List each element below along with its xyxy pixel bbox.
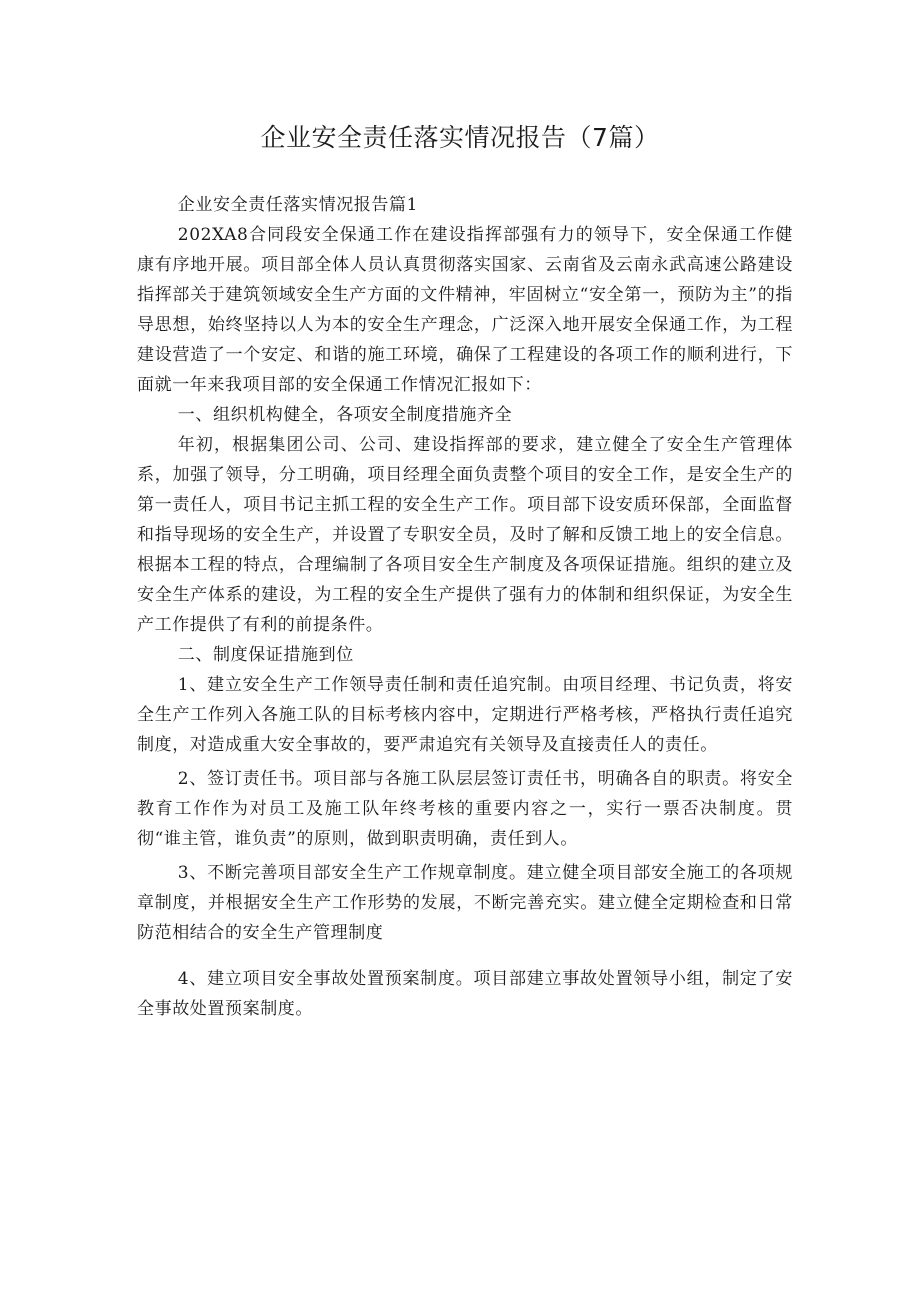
section-heading: 企业安全责任落实情况报告篇1 [177,195,419,215]
paragraph-item-3: 3、不断完善项目部安全生产工作规章制度。建立健全项目部安全施工的各项规章制度，并根据安全生产工作形势的发展，不断完善充实。建立健全定期检查和日常防范相结合的安全生产管理制度 [137,863,793,943]
paragraph-item-4: 4、建立项目安全事故处置预案制度。项目部建立事故处置领导小组，制定了安全事故处置预案制度。 [137,969,793,1019]
paragraph-intro: 202XA8合同段安全保通工作在建设指挥部强有力的领导下，安全保通工作健康有序地开展。项目部全体人员认真贯彻落实国家、云南省及云南永武高速公路建设指挥部关于建筑领域安全生产方面的文件精神，牢固树立“安全第一，预防为主”的指导思想，始终坚持以人为本的安全生产理念，广泛深入地开展安全保通工作，为工程建设营造了一个安定、和谐的施工环境，确保了工程建设的各项工作的顺利进行，下面就一年来我项目部的安全保通工作情况汇报如下： [137,225,793,395]
paragraph-item-1: 1、建立安全生产工作领导责任制和责任追究制。由项目经理、书记负责，将安全生产工作列入各施工队的目标考核内容中，定期进行严格考核，严格执行责任追究制度，对造成重大安全事故的，要严肃追究有关领导及直接责任人的责任。 [137,675,793,755]
heading-organization: 一、组织机构健全，各项安全制度措施齐全 [177,405,513,425]
heading-measures: 二、制度保证措施到位 [177,645,354,665]
paragraph-item-2: 2、签订责任书。项目部与各施工队层层签订责任书，明确各自的职责。将安全教育工作作为对员工及施工队年终考核的重要内容之一，实行一票否决制度。贯彻“谁主管，谁负责”的原则，做到职责明确，责任到人。 [137,769,793,849]
paragraph-organization: 年初，根据集团公司、公司、建设指挥部的要求，建立健全了安全生产管理体系，加强了领导，分工明确，项目经理全面负责整个项目的安全工作，是安全生产的第一责任人，项目书记主抓工程的安全生产工作。项目部下设安质环保部，全面监督和指导现场的安全生产，并设置了专职安全员，及时了解和反馈工地上的安全信息。根据本工程的特点，合理编制了各项目安全生产制度及各项保证措施。组织的建立及安全生产体系的建设，为工程的安全生产提供了强有力的体制和组织保证，为安全生产工作提供了有利的前提条件。 [137,435,793,635]
document-body [137,190,793,1024]
document-title: 企业安全责任落实情况报告（7篇） [260,123,660,152]
